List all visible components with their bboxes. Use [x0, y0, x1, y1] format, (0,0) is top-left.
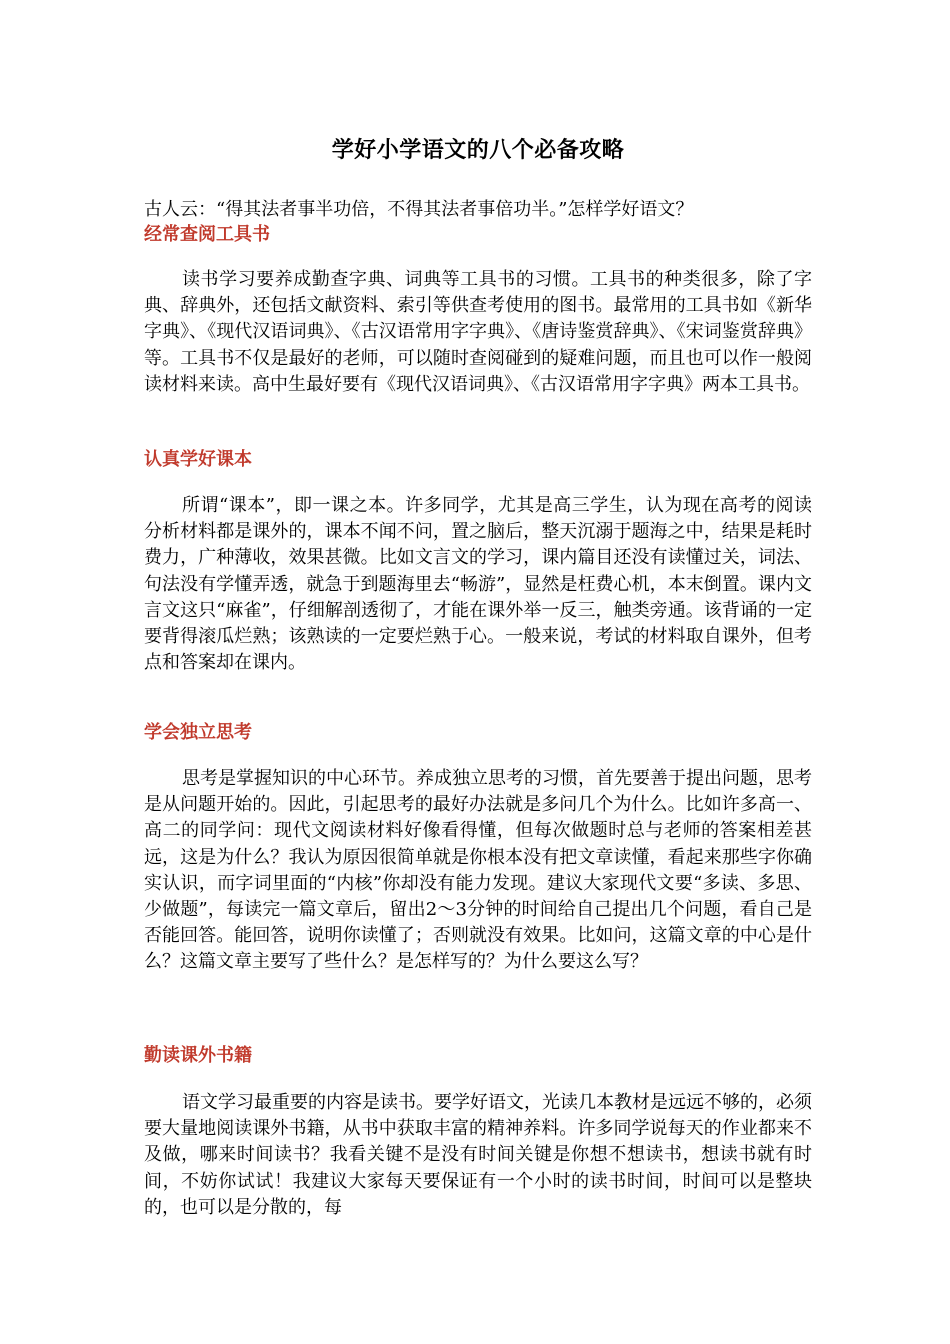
section-body-independent-thinking: 思考是掌握知识的中心环节。养成独立思考的习惯，首先要善于提出问题，思考是从问题开始的。因此，引起思考的最好办法就是多问几个为什么。比如许多高一、高二的同学问：现代文阅读材料好像看得懂，但每次做题时总与老师的答案相差甚远，这是为什么？我认为原因很简单就是你根本没有把文章读懂，看起来那些字你确实认识，而字词里面的“内核”你却没有能力发现。建议大家现代文要“多读、多思、少做题”，每读完一篇文章后，留出2～3分钟的时间给自己提出几个问题，看自己是否能回答。能回答，说明你读懂了；否则就没有效果。比如问，这篇文章的中心是什么？这篇文章主要写了些什么？是怎样写的？为什么要这么写？: [144, 768, 812, 973]
document-title: 学好小学语文的八个必备攻略: [331, 137, 625, 163]
section-heading-independent-thinking: 学会独立思考: [144, 722, 252, 743]
section-heading-extracurricular-reading: 勤读课外书籍: [144, 1045, 252, 1066]
intro-paragraph: 古人云：“得其法者事半功倍，不得其法者事倍功半。”怎样学好语文？: [144, 199, 694, 220]
section-heading-reference-books: 经常查阅工具书: [144, 224, 270, 245]
section-heading-textbook: 认真学好课本: [144, 449, 252, 470]
section-body-textbook: 所谓“课本”，即一课之本。许多同学，尤其是高三学生，认为现在高考的阅读分析材料都是课外的，课本不闻不问，置之脑后，整天沉溺于题海之中，结果是耗时费力，广种薄收，效果甚微。比如文言文的学习，课内篇目还没有读懂过关，词法、句法没有学懂弄透，就急于到题海里去“畅游”，显然是枉费心机，本末倒置。课内文言文这只“麻雀”，仔细解剖透彻了，才能在课外举一反三，触类旁通。该背诵的一定要背得滚瓜烂熟；该熟读的一定要烂熟于心。一般来说，考试的材料取自课外，但考点和答案却在课内。: [144, 495, 812, 674]
section-body-extracurricular-reading: 语文学习最重要的内容是读书。要学好语文，光读几本教材是远远不够的，必须要大量地阅读课外书籍，从书中获取丰富的精神养料。许多同学说每天的作业都来不及做，哪来时间读书？我看关键不是没有时间关键是你想不想读书，想读书就有时间，不妨你试试！我建议大家每天要保证有一个小时的读书时间，时间可以是整块的，也可以是分散的，每: [144, 1092, 812, 1218]
section-body-reference-books: 读书学习要养成勤查字典、词典等工具书的习惯。工具书的种类很多，除了字典、辞典外，还包括文献资料、索引等供查考使用的图书。最常用的工具书如《新华字典》、《现代汉语词典》、《古汉语常用字字典》、《唐诗鉴赏辞典》、《宋词鉴赏辞典》等。工具书不仅是最好的老师，可以随时查阅碰到的疑难问题，而且也可以作一般阅读材料来读。高中生最好要有《现代汉语词典》、《古汉语常用字字典》两本工具书。: [144, 269, 812, 395]
